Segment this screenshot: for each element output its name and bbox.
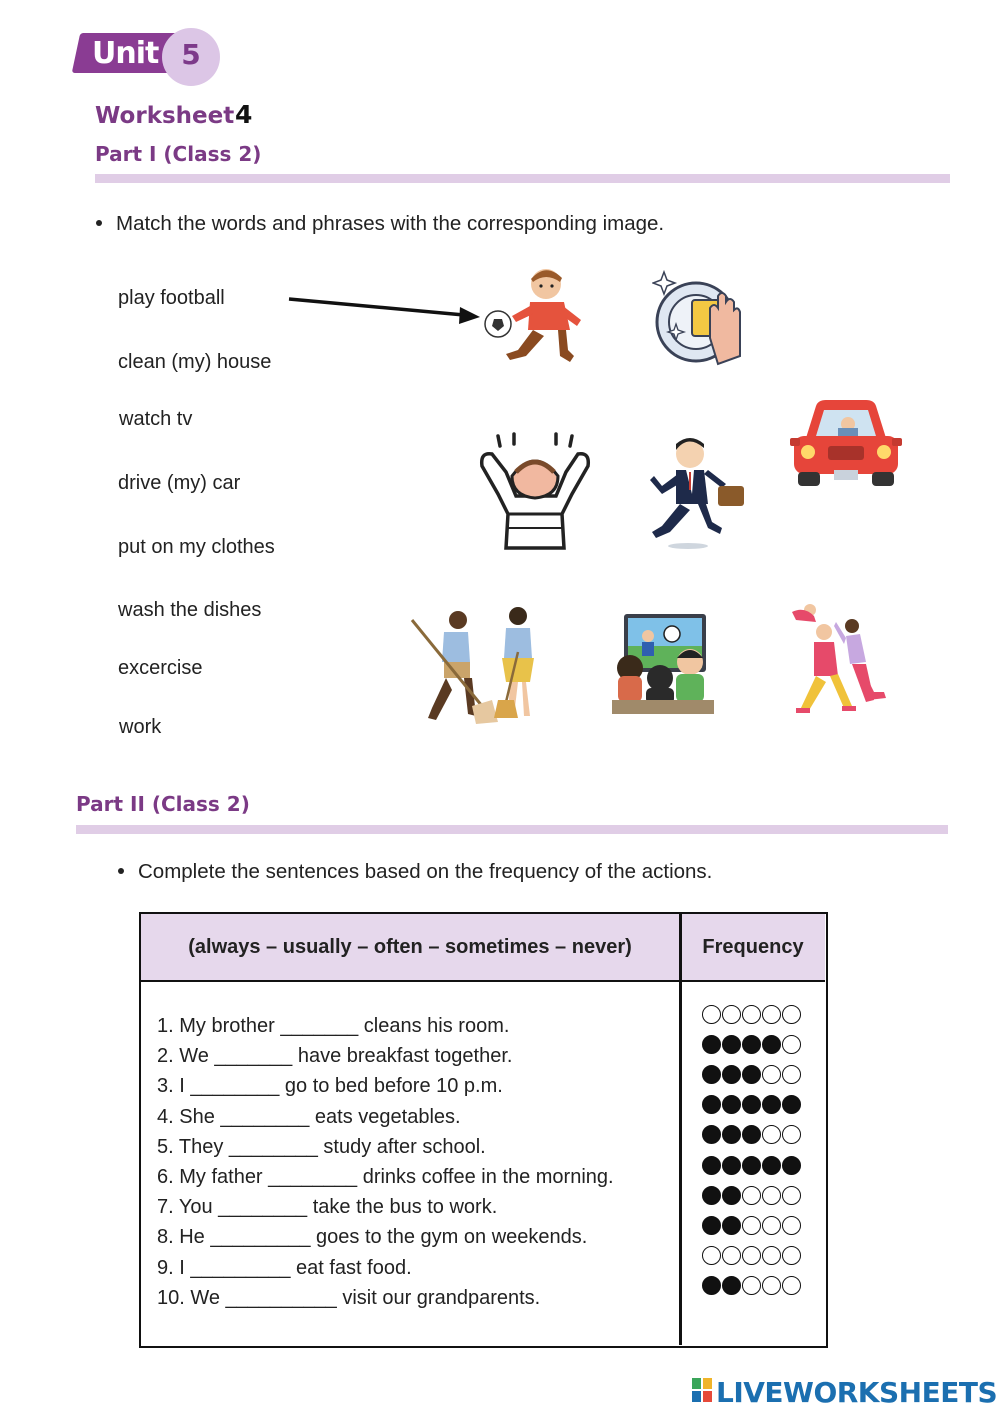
- filled-circle-icon: [722, 1186, 741, 1205]
- part1-instruction-text: Match the words and phrases with the corresponding image.: [116, 212, 665, 235]
- filled-circle-icon: [722, 1035, 741, 1054]
- sentence-item[interactable]: 8. He _________ goes to the gym on weekends.: [157, 1226, 588, 1249]
- filled-circle-icon: [762, 1095, 781, 1114]
- empty-circle-icon: [742, 1005, 761, 1024]
- frequency-row-1: [702, 999, 801, 1029]
- car-icon[interactable]: [788, 398, 902, 490]
- sentence-item[interactable]: 2. We _______ have breakfast together.: [157, 1045, 513, 1068]
- part2-title: Part II (Class 2): [76, 792, 250, 816]
- filled-circle-icon: [722, 1216, 741, 1235]
- filled-circle-icon: [782, 1156, 801, 1175]
- sentence-item[interactable]: 6. My father ________ drinks coffee in the morning.: [157, 1166, 614, 1189]
- frequency-row-10: [702, 1271, 801, 1301]
- match-word-drive-car[interactable]: drive (my) car: [118, 472, 241, 494]
- header-frequency: Frequency: [702, 936, 804, 958]
- empty-circle-icon: [722, 1246, 741, 1265]
- filled-circle-icon: [702, 1095, 721, 1114]
- sentence-item[interactable]: 1. My brother _______ cleans his room.: [157, 1015, 510, 1037]
- filled-circle-icon: [702, 1216, 721, 1235]
- empty-circle-icon: [762, 1276, 781, 1295]
- empty-circle-icon: [782, 1005, 801, 1024]
- sentence-item[interactable]: 10. We __________ visit our grandparents.: [157, 1286, 541, 1309]
- cleaning-house-icon[interactable]: [406, 604, 540, 728]
- frequency-row-8: [702, 1210, 801, 1240]
- empty-circle-icon: [762, 1246, 781, 1265]
- football-player-icon[interactable]: [478, 264, 588, 369]
- sentence-item[interactable]: 3. I ________ go to bed before 10 p.m.: [157, 1075, 503, 1098]
- frequency-row-6: [702, 1150, 801, 1180]
- empty-circle-icon: [742, 1276, 761, 1295]
- liveworksheets-logo-icon: [692, 1378, 712, 1402]
- frequency-table: [139, 912, 828, 1348]
- match-word-play-football[interactable]: play football: [118, 287, 225, 309]
- filled-circle-icon: [722, 1065, 741, 1084]
- table-header-row: [141, 914, 825, 982]
- unit-label: Unit: [92, 36, 159, 71]
- empty-circle-icon: [702, 1005, 721, 1024]
- match-arrow: [286, 290, 482, 330]
- sentence-item[interactable]: 5. They ________ study after school.: [157, 1135, 486, 1158]
- filled-circle-icon: [722, 1125, 741, 1144]
- filled-circle-icon: [722, 1156, 741, 1175]
- unit-number: 5: [181, 38, 201, 71]
- empty-circle-icon: [782, 1216, 801, 1235]
- exercise-icon[interactable]: [786, 602, 894, 716]
- frequency-row-2: [702, 1029, 801, 1059]
- filled-circle-icon: [702, 1035, 721, 1054]
- sentence-item[interactable]: 4. She ________ eats vegetables.: [157, 1105, 461, 1128]
- part2-instruction: [118, 860, 712, 884]
- empty-circle-icon: [782, 1065, 801, 1084]
- filled-circle-icon: [702, 1186, 721, 1205]
- empty-circle-icon: [742, 1186, 761, 1205]
- empty-circle-icon: [762, 1125, 781, 1144]
- filled-circle-icon: [702, 1125, 721, 1144]
- sentence-item[interactable]: 7. You ________ take the bus to work.: [157, 1196, 498, 1219]
- empty-circle-icon: [782, 1125, 801, 1144]
- filled-circle-icon: [702, 1065, 721, 1084]
- empty-circle-icon: [782, 1035, 801, 1054]
- frequency-row-5: [702, 1120, 801, 1150]
- frequency-row-4: [702, 1090, 801, 1120]
- putting-on-clothes-icon[interactable]: [478, 432, 592, 552]
- liveworksheets-logo[interactable]: LIVEWORKSHEETS: [716, 1376, 998, 1409]
- frequency-row-9: [702, 1241, 801, 1271]
- match-word-put-on-clothes[interactable]: put on my clothes: [118, 536, 275, 558]
- empty-circle-icon: [762, 1216, 781, 1235]
- washing-dishes-icon[interactable]: [652, 266, 748, 368]
- empty-circle-icon: [702, 1246, 721, 1265]
- part2-divider: [76, 825, 948, 834]
- frequency-indicators: [702, 999, 801, 1301]
- filled-circle-icon: [722, 1276, 741, 1295]
- empty-circle-icon: [742, 1246, 761, 1265]
- filled-circle-icon: [742, 1035, 761, 1054]
- frequency-row-7: [702, 1180, 801, 1210]
- empty-circle-icon: [782, 1276, 801, 1295]
- filled-circle-icon: [762, 1035, 781, 1054]
- empty-circle-icon: [742, 1216, 761, 1235]
- filled-circle-icon: [742, 1156, 761, 1175]
- worksheet-number: 4: [235, 100, 253, 129]
- part1-instruction: [96, 212, 664, 236]
- watching-tv-icon[interactable]: [610, 612, 716, 716]
- bullet-icon: [96, 220, 102, 226]
- bullet-icon: [118, 868, 124, 874]
- worksheet-title: Worksheet: [95, 103, 235, 129]
- filled-circle-icon: [742, 1095, 761, 1114]
- filled-circle-icon: [782, 1095, 801, 1114]
- filled-circle-icon: [702, 1156, 721, 1175]
- empty-circle-icon: [782, 1186, 801, 1205]
- empty-circle-icon: [762, 1186, 781, 1205]
- match-word-work[interactable]: work: [119, 716, 162, 738]
- column-divider: [679, 914, 682, 1345]
- empty-circle-icon: [762, 1005, 781, 1024]
- sentence-list: [157, 1011, 614, 1313]
- sentence-item[interactable]: 9. I _________ eat fast food.: [157, 1256, 412, 1279]
- part2-instruction-text: Complete the sentences based on the frequency of the actions.: [138, 860, 713, 883]
- part1-divider: [95, 174, 950, 183]
- match-word-watch-tv[interactable]: watch tv: [119, 408, 193, 430]
- empty-circle-icon: [782, 1246, 801, 1265]
- match-word-clean-house[interactable]: clean (my) house: [118, 351, 272, 373]
- empty-circle-icon: [762, 1065, 781, 1084]
- businessman-running-icon[interactable]: [648, 434, 748, 550]
- empty-circle-icon: [722, 1005, 741, 1024]
- filled-circle-icon: [722, 1095, 741, 1114]
- filled-circle-icon: [742, 1125, 761, 1144]
- match-word-wash-dishes[interactable]: wash the dishes: [118, 599, 262, 621]
- header-frequency-options: (always – usually – often – sometimes – never): [188, 936, 632, 958]
- filled-circle-icon: [742, 1065, 761, 1084]
- frequency-row-3: [702, 1059, 801, 1089]
- filled-circle-icon: [762, 1156, 781, 1175]
- filled-circle-icon: [702, 1276, 721, 1295]
- match-word-exercise[interactable]: excercise: [118, 657, 203, 679]
- part1-title: Part I (Class 2): [95, 142, 262, 166]
